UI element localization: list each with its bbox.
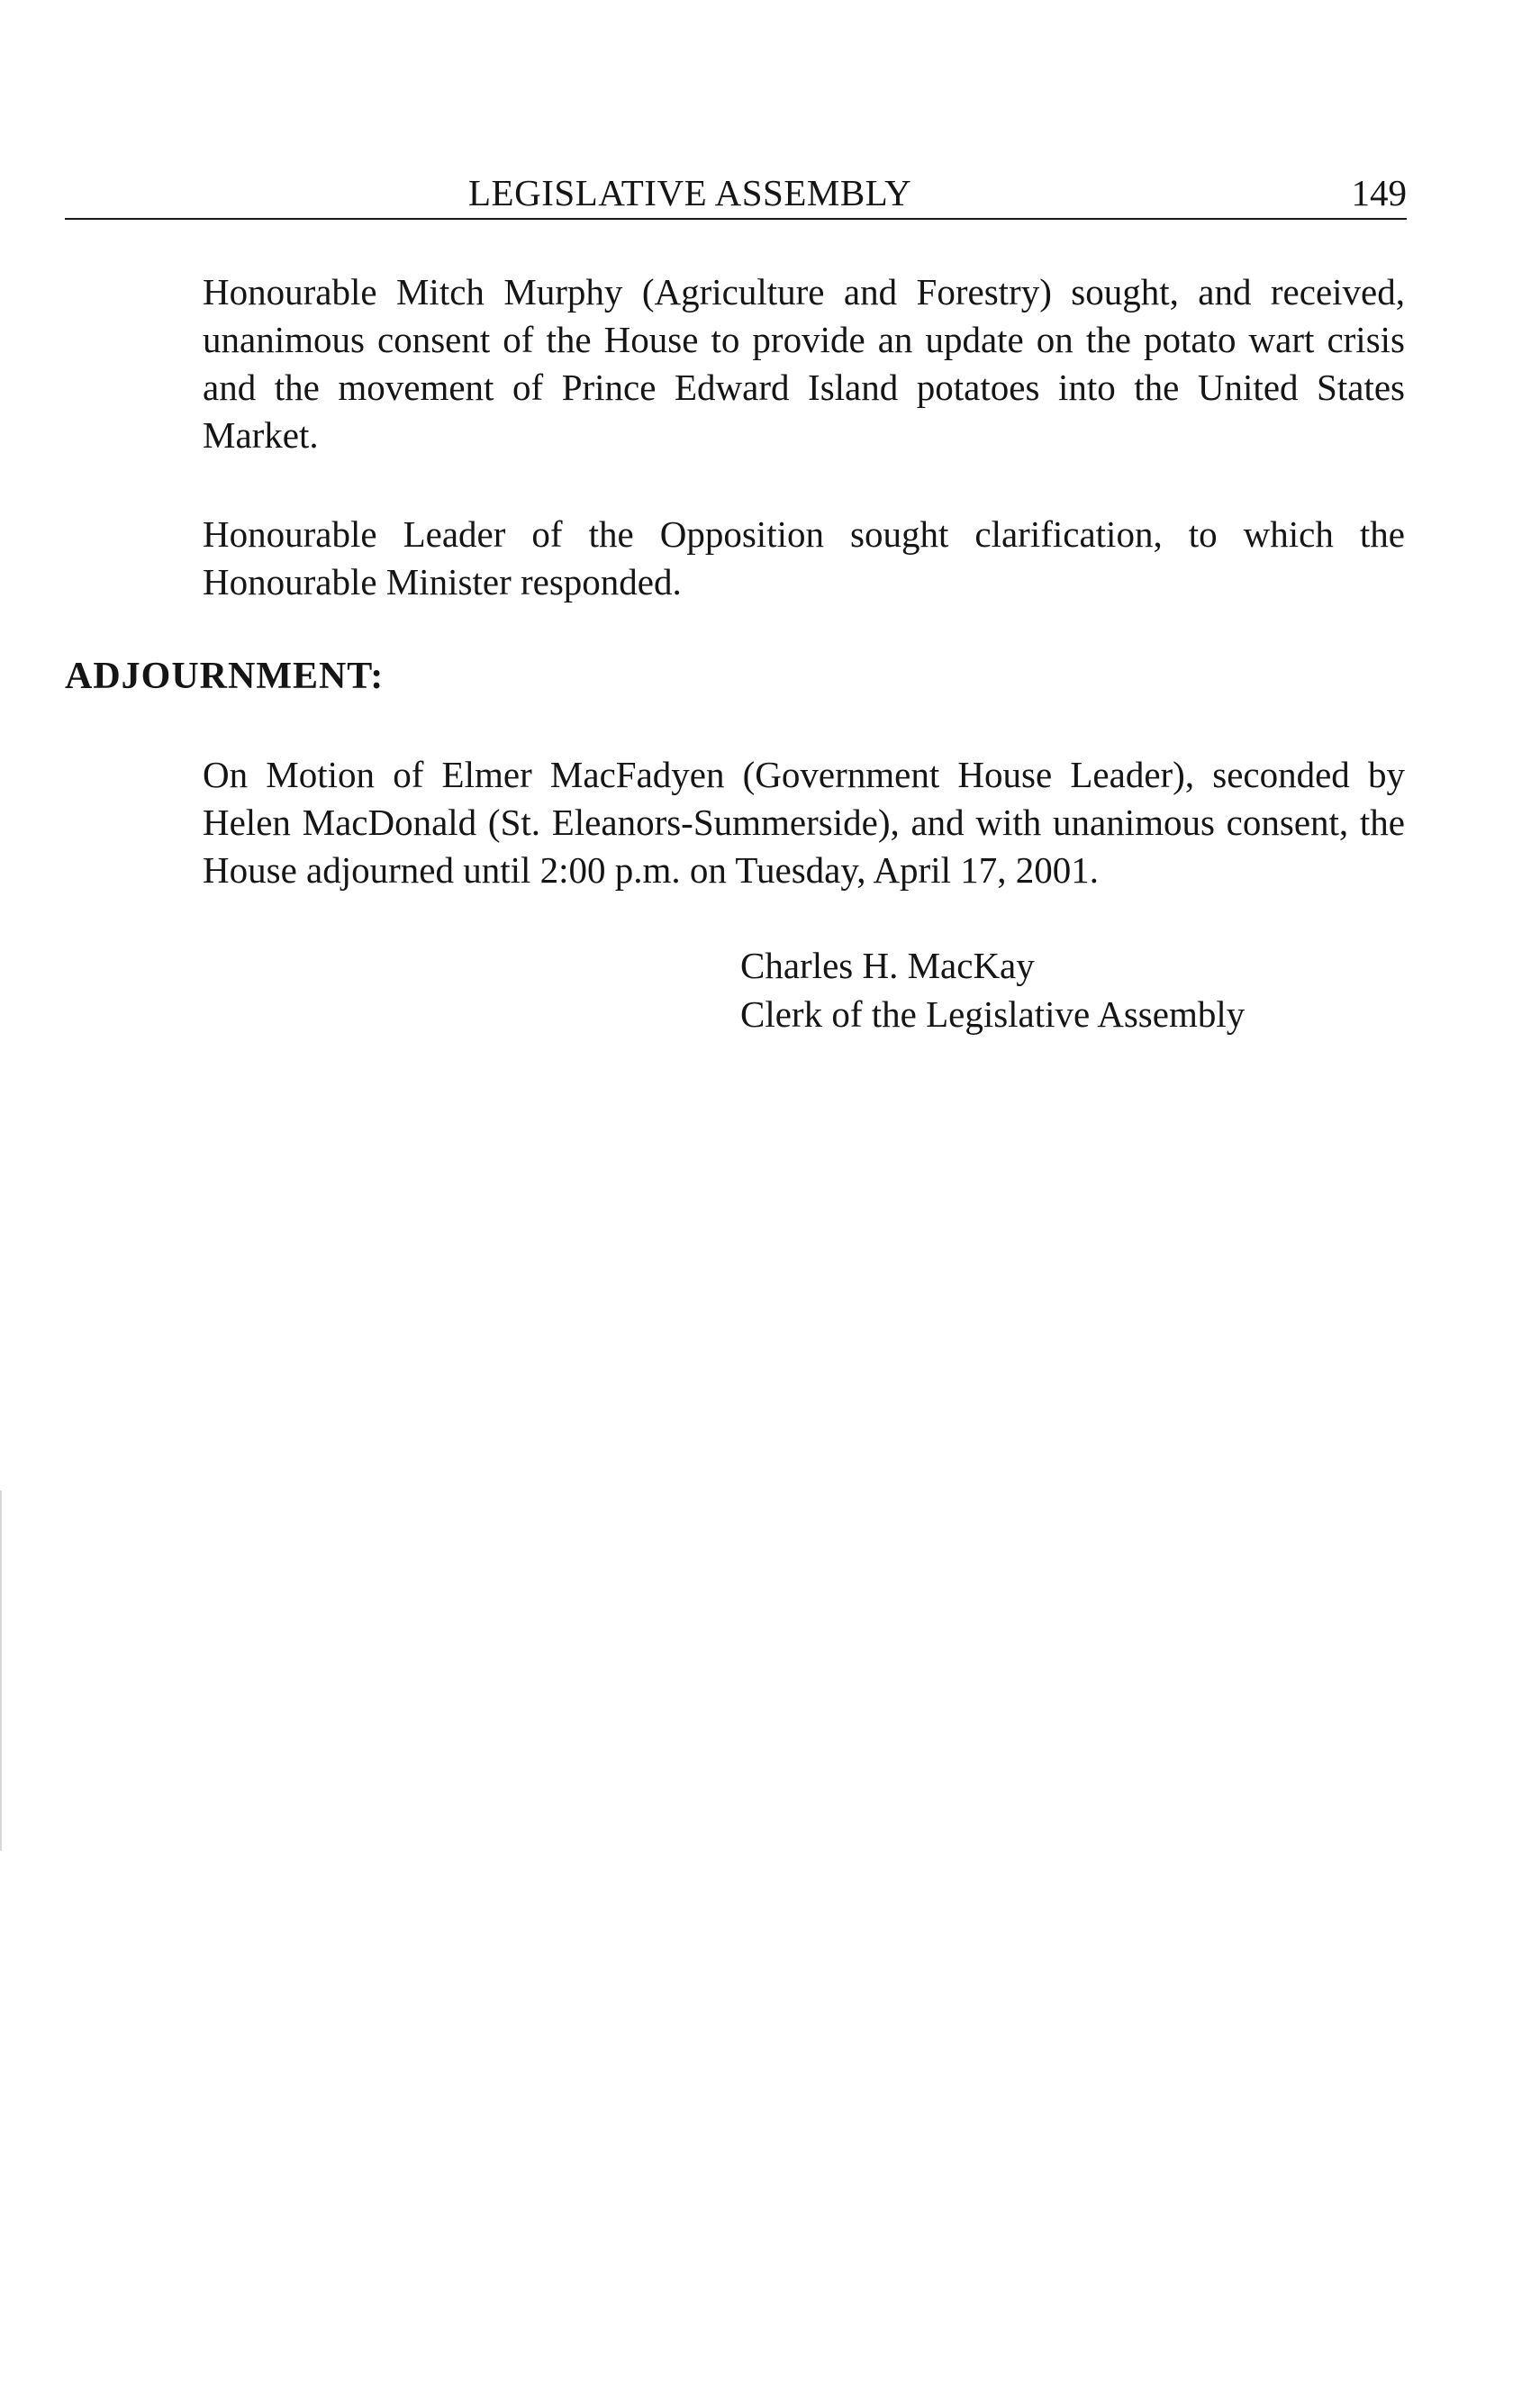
page-number: 149 [1351, 172, 1407, 213]
section-heading-adjournment: ADJOURNMENT: [65, 656, 385, 697]
scan-margin-mark [0, 1490, 2, 1851]
running-header-title: LEGISLATIVE ASSEMBLY [468, 172, 912, 213]
paragraph-adjournment-motion: On Motion of Elmer MacFadyen (Government House Leader), seconded by Helen MacDonald (St. Eleanors-Summerside), and with unanimous consent, the House adjourned until 2:00 p.m. on Tuesday, April 17, 2001. [203, 754, 1405, 891]
paragraph-potato-wart-update: Honourable Mitch Murphy (Agriculture and Forestry) sought, and received, unanimous consent of the House to provide an update on the potato wart crisis and the movement of Prince Edward Island potatoes into the United States Market. [203, 271, 1405, 456]
signature-name: Charles H. MacKay [740, 945, 1035, 986]
signature-title: Clerk of the Legislative Assembly [740, 993, 1246, 1035]
signature-block [740, 941, 1245, 1038]
paragraph-opposition-clarification: Honourable Leader of the Opposition sought clarification, to which the Honourable Minister responded. [203, 513, 1405, 603]
page-header [65, 160, 1407, 220]
